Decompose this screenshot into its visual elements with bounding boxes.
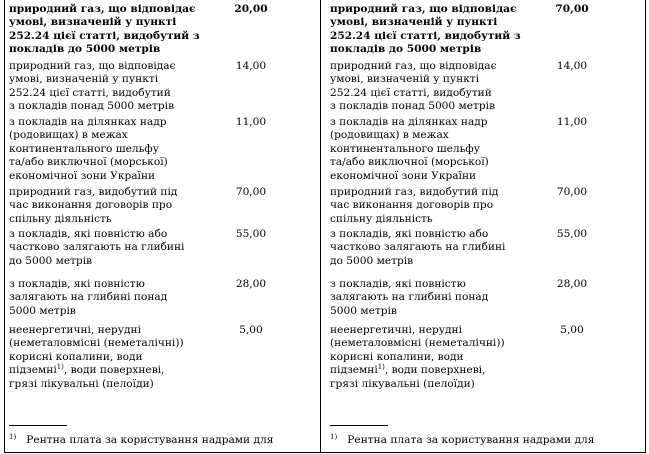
- row-text-line: умові, визначеній у пункті: [330, 73, 480, 86]
- row-text-line: корисні копалини, води: [330, 350, 464, 363]
- row-text-line: (неметаловмісні (неметалічні)): [330, 337, 505, 350]
- rate-value: 14,00: [556, 60, 588, 72]
- row-text-line: 252.24 цієї статті, видобутий: [330, 86, 492, 99]
- row-text-line: та/або виключної (морської): [330, 156, 489, 169]
- rate-value: 28,00: [556, 278, 588, 290]
- row-text-line: неенергетичні, нерудні: [330, 324, 462, 336]
- rate-value: 14,00: [235, 60, 267, 72]
- row-text-line: спільну діяльність: [330, 212, 433, 225]
- table-row: [9, 186, 191, 226]
- row-text-line: економічної зони України: [330, 169, 477, 182]
- row-text-line: , води поверхневі,: [384, 364, 486, 377]
- rate-value: 70,00: [555, 3, 589, 15]
- row-text-line: з покладів на ділянках надр: [9, 116, 167, 128]
- row-text-line: покладів до 5000 метрів: [9, 43, 161, 56]
- row-text-line: 252.24 цієї статті, видобутий з: [9, 29, 200, 42]
- row-text-line: континентального шельфу: [9, 142, 159, 155]
- row-text-line: час виконання договорів про: [330, 199, 494, 212]
- row-text-line: з покладів понад 5000 метрів: [330, 100, 496, 113]
- row-text-line: частково залягають на глибині: [9, 241, 185, 254]
- rate-value: 55,00: [556, 228, 588, 240]
- footnote: [330, 434, 636, 447]
- footnote-mark: 1): [330, 433, 338, 441]
- footnote-separator: [330, 425, 388, 426]
- rate-value: 28,00: [235, 278, 267, 290]
- table-row: [9, 228, 191, 268]
- row-text-line: час виконання договорів про: [9, 199, 173, 212]
- table-row: [9, 3, 200, 57]
- table-row: [330, 324, 512, 391]
- row-text-line: покладів до 5000 метрів: [330, 43, 482, 56]
- rate-value: 11,00: [235, 116, 267, 128]
- row-text-line: з покладів, які повністю: [9, 278, 145, 290]
- row-text-line: економічної зони України: [9, 169, 156, 182]
- row-text-line: залягають на глибині понад: [9, 291, 168, 304]
- footnote-text: Рентна плата за користування надрами для: [347, 434, 595, 446]
- row-text-line: природний газ, видобутий під: [330, 186, 499, 198]
- table-row: [330, 60, 512, 114]
- row-text-line: умові, визначеній у пункті: [9, 73, 159, 86]
- row-text-line: частково залягають на глибині: [330, 241, 506, 254]
- rate-value: 11,00: [556, 116, 588, 128]
- row-text-line: корисні копалини, води: [9, 350, 143, 363]
- table-row: [330, 228, 512, 268]
- rate-value: 5,00: [560, 324, 584, 336]
- table-row: [330, 3, 521, 57]
- rate-value: 55,00: [235, 228, 267, 240]
- table-row: [330, 186, 512, 226]
- row-text-line: з покладів, які повністю або: [9, 228, 168, 240]
- footnote-separator: [9, 425, 67, 426]
- table-row: [9, 60, 191, 114]
- table-row: [330, 116, 512, 183]
- table-row: [330, 278, 512, 318]
- footnote-ref[interactable]: 1): [377, 363, 385, 372]
- row-text-line: умові, визначеній у пункті: [9, 16, 177, 29]
- row-text-line: (неметаловмісні (неметалічні)): [9, 337, 184, 350]
- row-text-line: континентального шельфу: [330, 142, 480, 155]
- row-text-line: неенергетичні, нерудні: [9, 324, 141, 336]
- rate-value: 70,00: [235, 186, 267, 198]
- footnote-mark: 1): [9, 433, 17, 441]
- row-text-line: залягають на глибині понад: [330, 291, 489, 304]
- row-text-line: грязі лікувальні (пелоїди): [9, 377, 154, 390]
- row-text-line: 252.24 цієї статті, видобутий з: [330, 29, 521, 42]
- row-text-line: (родовищах) в межах: [9, 129, 128, 142]
- row-text-line: 5000 метрів: [9, 304, 76, 317]
- row-text-line: з покладів на ділянках надр: [330, 116, 488, 128]
- row-text-line: природний газ, що відповідає: [330, 60, 497, 72]
- row-text-line: підземні: [9, 364, 57, 377]
- column-divider: [320, 0, 321, 452]
- row-text-line: підземні: [330, 364, 378, 377]
- row-text-line: до 5000 метрів: [9, 254, 93, 267]
- row-text-line: , води поверхневі,: [63, 364, 165, 377]
- row-text-line: та/або виключної (морської): [9, 156, 168, 169]
- footnote-ref[interactable]: 1): [56, 363, 64, 372]
- row-text-line: природний газ, що відповідає: [330, 3, 517, 15]
- row-text-line: грязі лікувальні (пелоїди): [330, 377, 475, 390]
- row-text-line: спільну діяльність: [9, 212, 112, 225]
- row-text-line: природний газ, видобутий під: [9, 186, 178, 198]
- table-row: [9, 324, 191, 391]
- table-row: [9, 278, 191, 318]
- footnote-text: Рентна плата за користування надрами для: [26, 434, 274, 446]
- row-text-line: з покладів, які повністю або: [330, 228, 489, 240]
- table-row: [9, 116, 191, 183]
- row-text-line: з покладів понад 5000 метрів: [9, 100, 175, 113]
- row-text-line: 252.24 цієї статті, видобутий: [9, 86, 171, 99]
- row-text-line: з покладів, які повністю: [330, 278, 466, 290]
- row-text-line: умові, визначеній у пункті: [330, 16, 498, 29]
- rate-value: 5,00: [239, 324, 263, 336]
- row-text-line: природний газ, що відповідає: [9, 3, 196, 15]
- rate-value: 70,00: [556, 186, 588, 198]
- row-text-line: 5000 метрів: [330, 304, 397, 317]
- row-text-line: (родовищах) в межах: [330, 129, 449, 142]
- row-text-line: природний газ, що відповідає: [9, 60, 176, 72]
- row-text-line: до 5000 метрів: [330, 254, 414, 267]
- rate-value: 20,00: [234, 3, 268, 15]
- footnote: [9, 434, 315, 447]
